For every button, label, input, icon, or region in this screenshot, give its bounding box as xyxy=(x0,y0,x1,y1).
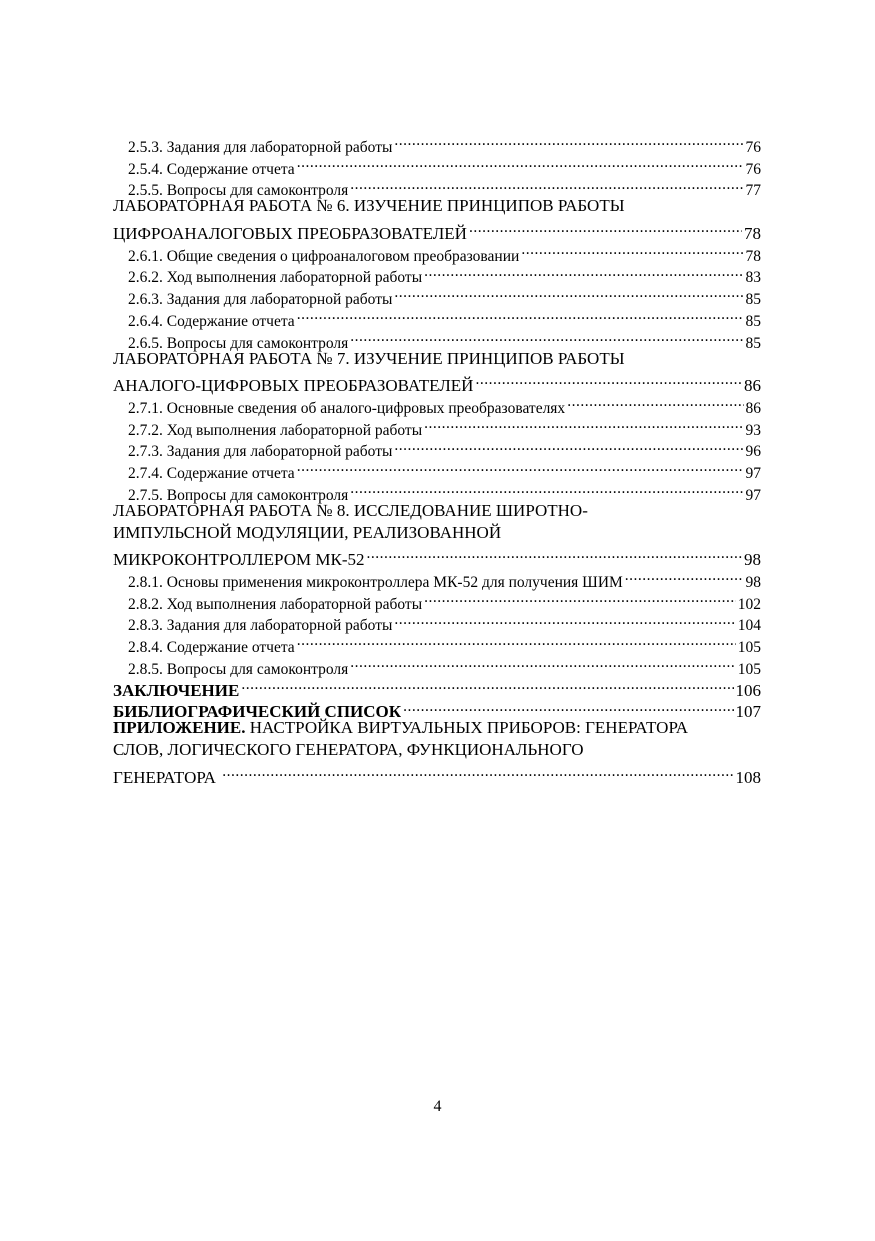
toc-entry xyxy=(113,348,761,395)
dot-leader xyxy=(241,674,733,696)
toc-entry-title: 2.6.2. Ход выполнения лабораторной работы xyxy=(128,269,423,287)
dot-leader xyxy=(424,587,736,609)
table-of-contents xyxy=(113,130,761,787)
toc-entry-title: МИКРОКОНТРОЛЛЕРОМ МК-52 xyxy=(113,550,365,569)
toc-entry-line xyxy=(113,217,761,243)
toc-entry-page: 102 xyxy=(737,595,761,613)
dot-leader xyxy=(394,435,743,457)
toc-entry-title: ЗАКЛЮЧЕНИЕ xyxy=(113,680,240,700)
toc-entry xyxy=(113,130,761,156)
dot-leader xyxy=(297,304,744,326)
dot-leader xyxy=(567,391,743,413)
toc-entry-page: 86 xyxy=(745,399,761,417)
toc-entry-title: ИМПУЛЬСНОЙ МОДУЛЯЦИИ, РЕАЛИЗОВАННОЙ xyxy=(113,522,502,542)
toc-entry xyxy=(113,717,761,787)
toc-entry xyxy=(113,500,761,569)
toc-entry-page: 105 xyxy=(737,660,761,678)
dot-leader xyxy=(469,217,742,239)
toc-entry-title: АНАЛОГО-ЦИФРОВЫХ ПРЕОБРАЗОВАТЕЛЕЙ xyxy=(113,376,474,395)
toc-entry-page: 85 xyxy=(745,312,761,330)
toc-entry-title: 2.5.3. Задания для лабораторной работы xyxy=(128,138,393,156)
toc-entry-title: 2.6.3. Задания для лабораторной работы xyxy=(128,291,393,308)
dot-leader xyxy=(297,456,744,478)
toc-entry-title: ПРИЛОЖЕНИЕ. НАСТРОЙКА ВИРТУАЛЬНЫХ ПРИБОРОВ: ГЕНЕРАТОРА xyxy=(113,718,689,738)
dot-leader xyxy=(394,130,743,152)
toc-entry-page: 97 xyxy=(745,486,761,504)
toc-entry-page: 83 xyxy=(745,269,761,287)
dot-leader xyxy=(366,543,742,565)
toc-entry-title: СЛОВ, ЛОГИЧЕСКОГО ГЕНЕРАТОРА, ФУНКЦИОНАЛЬНОГО xyxy=(113,740,584,759)
toc-entry-page: 104 xyxy=(737,617,761,635)
toc-entry-title: ЛАБОРАТОРНАЯ РАБОТА № 6. ИЗУЧЕНИЕ ПРИНЦИПОВ РАБОТЫ xyxy=(113,196,625,216)
toc-entry-line xyxy=(113,543,761,569)
dot-leader xyxy=(475,369,742,391)
page-number: 4 xyxy=(433,1098,442,1115)
toc-entry-page: 107 xyxy=(735,702,761,722)
toc-entry-title: 2.7.4. Содержание отчета xyxy=(128,465,295,482)
toc-entry-title: 2.8.1. Основы применения микроконтроллера МК-52 для получения ШИМ xyxy=(128,573,623,591)
dot-leader xyxy=(394,282,743,304)
toc-entry-title: 2.5.4. Содержание отчета xyxy=(128,160,295,178)
dot-leader xyxy=(297,630,736,652)
toc-entry-title: 2.8.4. Содержание отчета xyxy=(128,639,295,656)
dot-leader xyxy=(350,478,743,500)
toc-entry-page: 85 xyxy=(745,291,761,308)
toc-entry-page: 77 xyxy=(745,182,761,200)
dot-leader xyxy=(350,652,736,674)
toc-entry-title: ЛАБОРАТОРНАЯ РАБОТА № 7. ИЗУЧЕНИЕ ПРИНЦИПОВ РАБОТЫ xyxy=(113,348,625,368)
toc-entry-line xyxy=(113,130,761,156)
dot-leader xyxy=(350,174,743,196)
toc-entry-page: 76 xyxy=(745,160,761,178)
dot-leader xyxy=(350,326,743,348)
toc-entry-title: 2.6.4. Содержание отчета xyxy=(128,312,295,330)
toc-entry-page: 108 xyxy=(735,767,761,787)
dot-leader xyxy=(297,152,744,174)
toc-entry-page: 98 xyxy=(745,573,761,591)
toc-entry-title: 2.7.3. Задания для лабораторной работы xyxy=(128,443,393,461)
toc-entry-page: 106 xyxy=(735,680,761,700)
dot-leader xyxy=(222,761,733,783)
dot-leader xyxy=(424,413,743,435)
dot-leader xyxy=(403,696,733,718)
toc-entry-title: 2.8.5. Вопросы для самоконтроля xyxy=(128,660,349,678)
toc-entry-title: 2.8.3. Задания для лабораторной работы xyxy=(128,617,393,635)
toc-entry-title: 2.7.5. Вопросы для самоконтроля xyxy=(128,486,349,504)
toc-entry-title: 2.6.5. Вопросы для самоконтроля xyxy=(128,334,349,352)
dot-leader xyxy=(394,609,735,631)
toc-entry-line xyxy=(113,761,761,787)
toc-entry-title: ЛАБОРАТОРНАЯ РАБОТА № 8. ИССЛЕДОВАНИЕ ШИРОТНО- xyxy=(113,500,588,520)
toc-entry-page: 78 xyxy=(745,247,761,265)
toc-entry-title: ГЕНЕРАТОРА xyxy=(113,767,221,787)
toc-entry-page: 93 xyxy=(745,421,761,439)
toc-entry-page: 97 xyxy=(745,465,761,482)
dot-leader xyxy=(521,239,743,261)
dot-leader xyxy=(424,261,743,283)
toc-entry-title: 2.8.2. Ход выполнения лабораторной работы xyxy=(128,595,423,613)
toc-entry-page: 85 xyxy=(745,334,761,352)
toc-entry-line xyxy=(113,369,761,395)
toc-entry-title: 2.7.1. Основные сведения об аналого-цифровых преобразователях xyxy=(128,399,566,417)
toc-entry-title: 2.7.2. Ход выполнения лабораторной работы xyxy=(128,421,423,439)
toc-entry-page: 76 xyxy=(745,138,761,156)
toc-entry-page: 86 xyxy=(744,376,761,395)
toc-entry xyxy=(113,195,761,243)
toc-entry-title: ЦИФРОАНАЛОГОВЫХ ПРЕОБРАЗОВАТЕЛЕЙ xyxy=(113,223,467,243)
toc-entry-title: 2.5.5. Вопросы для самоконтроля xyxy=(128,182,349,200)
toc-entry-page: 98 xyxy=(744,550,761,569)
dot-leader xyxy=(625,565,744,587)
toc-entry-title: 2.6.1. Общие сведения о цифроаналоговом преобразовании xyxy=(128,247,520,265)
toc-entry-page: 78 xyxy=(744,223,761,243)
toc-entry-page: 105 xyxy=(737,639,761,656)
toc-entry-title: БИБЛИОГРАФИЧЕСКИЙ СПИСОК xyxy=(113,702,402,722)
toc-entry-page: 96 xyxy=(745,443,761,461)
